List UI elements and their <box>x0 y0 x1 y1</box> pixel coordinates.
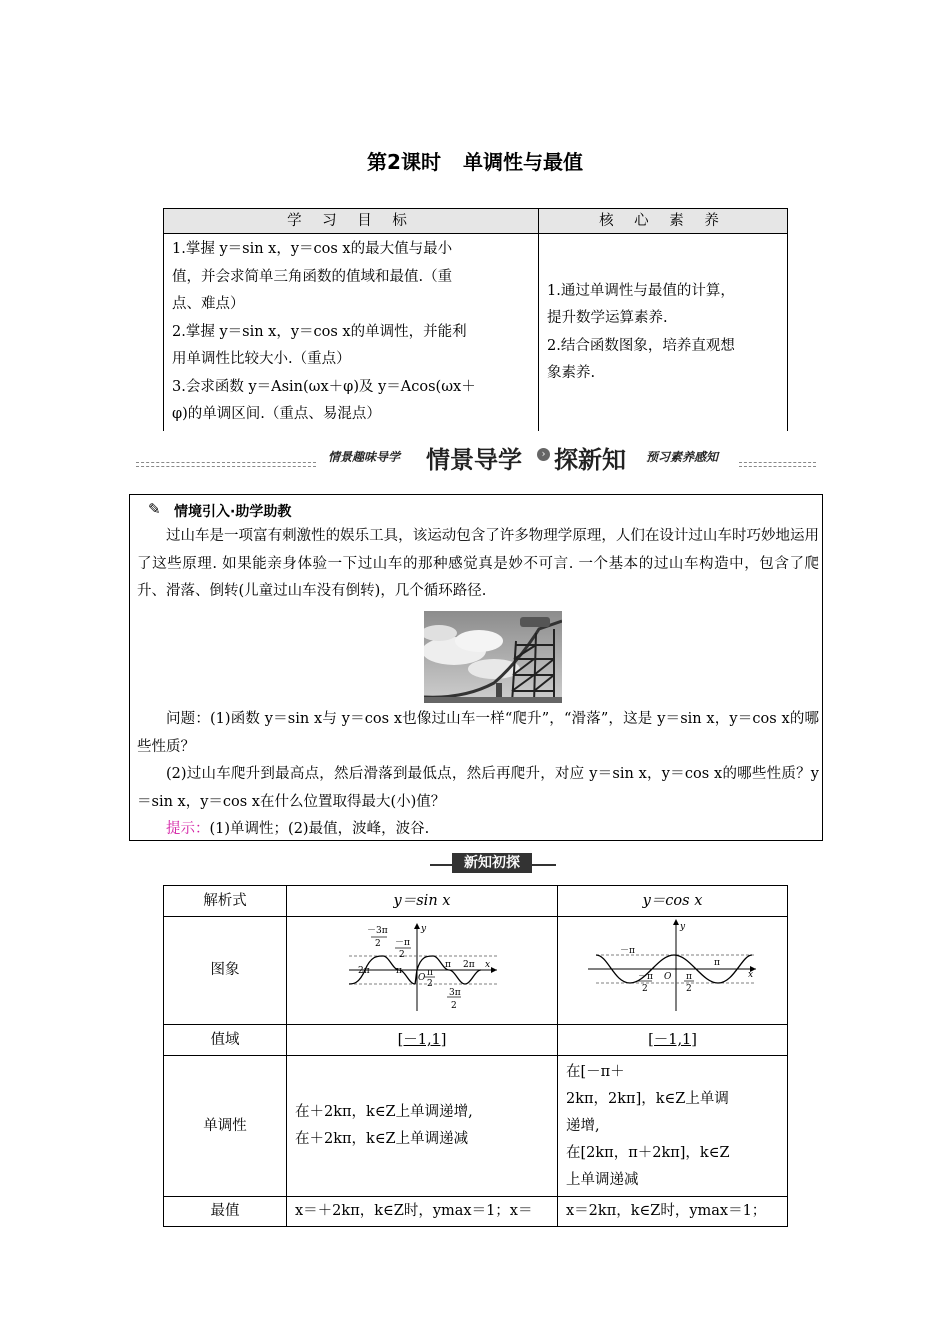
question-1: 问题：(1)函数 y＝sin x与 y＝cos x也像过山车一样“爬升”，“滑落”，这是 y＝sin x，y＝cos x的哪些性质？ <box>137 711 819 755</box>
axis-y-label: y <box>421 924 427 934</box>
monotonicity-cos <box>558 1056 788 1197</box>
cos-graph <box>558 917 787 1014</box>
tick-label: π <box>445 960 451 970</box>
banner-dash-left <box>136 462 316 463</box>
origin-label: O <box>418 973 426 983</box>
tick-label: π <box>714 958 720 968</box>
max-label: 最值 <box>164 1197 287 1227</box>
axis-x-label: x <box>485 960 491 970</box>
goal-line: 2.掌握 y＝sin x，y＝cos x的单调性，并能利 <box>172 323 467 340</box>
hint <box>137 816 819 844</box>
goal-line: φ)的单调区间.（重点、易混点） <box>172 406 381 422</box>
tick-label: π <box>686 972 692 982</box>
roller-coaster-photo <box>424 611 562 703</box>
sin-graph <box>287 917 557 1014</box>
goals-table <box>163 208 788 431</box>
tick-label: π <box>427 968 433 978</box>
header-sin: y＝sin x <box>287 886 558 917</box>
mono-line: 在[2kπ，π＋2kπ]，k∈Z <box>566 1144 730 1161</box>
range-sin: [－1,1] <box>287 1025 558 1056</box>
banner-title-a: 情景导学 <box>426 446 522 474</box>
banner-right-caption: 预习素养感知 <box>646 450 719 464</box>
literacy-line: 提升数学运算素养. <box>547 310 668 326</box>
banner-dash-left <box>136 466 316 467</box>
max-sin: x＝＋2kπ，k∈Z时，ymax＝1；x＝ <box>287 1197 558 1227</box>
mono-line: 递增, <box>566 1117 600 1134</box>
tick-label: 3π <box>449 988 461 998</box>
mono-line: 在＋2kπ，k∈Z上单调递增, <box>295 1104 473 1120</box>
goal-line: 1.掌握 y＝sin x，y＝cos x的最大值与最小 <box>172 241 453 257</box>
banner-title-b: 探新知 <box>554 446 626 474</box>
tick-label: －3π <box>367 926 388 936</box>
header-cos: y＝cos x <box>558 886 788 917</box>
range-label: 值域 <box>164 1025 287 1056</box>
roller-coaster-image <box>424 611 562 703</box>
graph-label: 图象 <box>164 917 287 1025</box>
tick-label: 2 <box>375 939 381 949</box>
monotonicity-sin <box>287 1056 558 1197</box>
tick-label: －π <box>620 946 635 956</box>
tick-label: 2 <box>642 984 648 994</box>
question-2: (2)过山车爬升到最高点，然后滑落到最低点，然后再爬升，对应 y＝sin x，y＝cos x的哪些性质？y＝sin x，y＝cos x在什么位置取得最大(小)值？ <box>137 766 819 810</box>
mono-line: 在[－π＋ <box>566 1063 625 1080</box>
section-banner <box>136 440 816 474</box>
literacy-line: 1.通过单调性与最值的计算， <box>547 282 735 299</box>
intro-header: 情境引入·助学助教 <box>174 504 292 520</box>
mono-line: 2kπ，2kπ]，k∈Z上单调 <box>566 1090 729 1107</box>
banner-dash-right <box>739 466 816 467</box>
tick-label: 2 <box>427 979 433 989</box>
max-cos: x＝2kπ，k∈Z时，ymax＝1； <box>558 1197 788 1227</box>
header-cell: 解析式 <box>164 886 287 917</box>
cos-graph-cell <box>558 917 788 1025</box>
banner-left-caption: 情景趣味导学 <box>328 450 401 464</box>
learning-goals-cell <box>164 234 539 432</box>
range-cos: [－1,1] <box>558 1025 788 1056</box>
axis-x-label: x <box>748 970 754 980</box>
literacy-line: 象素养. <box>547 365 596 381</box>
axis-y-label: y <box>680 922 686 932</box>
core-literacy-cell <box>539 234 788 432</box>
pen-icon: ✎ <box>148 500 161 518</box>
tick-label: 2 <box>686 984 692 994</box>
goal-line: 用单调性比较大小.（重点） <box>172 351 351 367</box>
sin-graph-cell <box>287 917 558 1025</box>
tick-label: 2 <box>399 950 405 960</box>
tick-label: －2π <box>349 966 370 976</box>
tick-label: 2π <box>463 960 475 970</box>
intro-paragraph: 过山车是一项富有刺激性的娱乐工具，该运动包含了许多物理学原理，人们在设计过山车时巧妙地运用了这些原理. 如果能亲身体验一下过山车的那种感觉真是妙不可言. 一个基本的过山车构造中，包含了爬升、滑落、倒转(儿童过山车没有倒转)，几个循环路径. <box>137 528 820 599</box>
monotonicity-label: 单调性 <box>164 1056 287 1197</box>
origin-label: O <box>664 972 672 982</box>
goals-header-right: 核 心 素 养 <box>539 209 788 234</box>
title-lesson-number: 第2课时 <box>367 150 441 174</box>
literacy-line: 2.结合函数图象，培养直观想 <box>547 337 735 354</box>
goals-header-left: 学 习 目 标 <box>164 209 539 234</box>
hint-text: (1)单调性；(2)最值，波峰，波谷. <box>209 821 430 837</box>
hint-label: 提示： <box>166 821 210 837</box>
page-title <box>0 146 950 175</box>
mono-line: 在＋2kπ，k∈Z上单调递减 <box>295 1131 469 1147</box>
tick-label: －π <box>387 966 402 976</box>
new-knowledge-label <box>430 854 556 874</box>
title-topic: 单调性与最值 <box>462 150 583 174</box>
banner-dash-right <box>739 462 816 463</box>
goal-line: 3.会求函数 y＝Asin(ωx＋φ)及 y＝Acos(ωx＋ <box>172 378 476 395</box>
mono-line: 上单调递减 <box>566 1171 639 1188</box>
banner-arrow-icon: › <box>537 448 550 461</box>
tick-label: 2 <box>451 1001 457 1011</box>
goal-line: 点、难点） <box>172 296 245 312</box>
goal-line: 值，并会求简单三角函数的值域和最值.（重 <box>172 268 453 285</box>
section-label-text: 新知初探 <box>452 853 532 873</box>
properties-table <box>163 885 788 1227</box>
tick-label: －π <box>395 938 410 948</box>
tick-label: －π <box>638 972 653 982</box>
